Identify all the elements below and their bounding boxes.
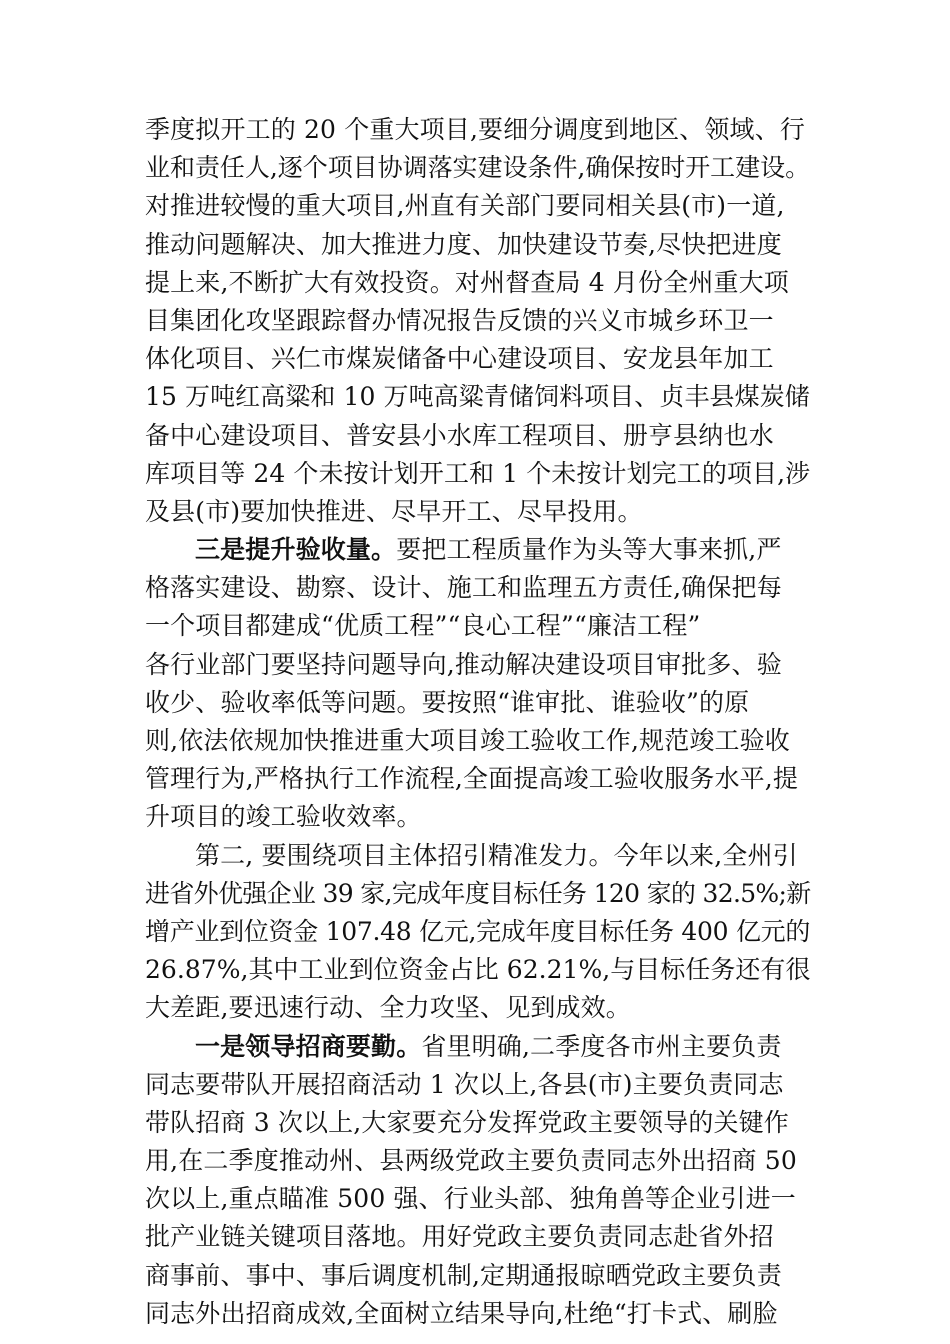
- text-line: [145, 875, 810, 913]
- text-line: [145, 264, 810, 302]
- line-text: 26.87%,其中工业到位资金占比 62.21%,与目标任务还有很: [145, 955, 811, 985]
- line-text: 进省外优强企业 39 家,完成年度目标任务 120 家的 32.5%;新: [145, 878, 811, 908]
- text-line: [145, 1104, 810, 1142]
- line-text: 提上来,不断扩大有效投资。对州督查局 4 月份全州重大项: [145, 267, 789, 297]
- line-text: 一个项目都建成“优质工程”“良心工程”“廉洁工程”: [145, 611, 701, 641]
- line-text: 及县(市)要加快推进、尽早开工、尽早投用。: [145, 496, 643, 526]
- line-text: 大差距,要迅速行动、全力攻坚、见到成效。: [145, 993, 631, 1023]
- text-line: [145, 226, 810, 264]
- text-line: [145, 1257, 810, 1295]
- text-line: [145, 837, 810, 875]
- line-text: 推动问题解决、加大推进力度、加快建设节奏,尽快把进度: [145, 229, 782, 259]
- line-text: 第二, 要围绕项目主体招引精准发力。今年以来,全州引: [195, 840, 798, 870]
- line-text: 管理行为,严格执行工作流程,全面提高竣工验收服务水平,提: [145, 764, 799, 794]
- text-line: [145, 149, 810, 187]
- text-line: [145, 1218, 810, 1256]
- text-line: [145, 646, 810, 684]
- text-line: [145, 722, 810, 760]
- line-text: 用,在二季度推动州、县两级党政主要负责同志外出招商 50: [145, 1146, 797, 1176]
- line-text: 省里明确,二季度各市州主要负责: [421, 1031, 782, 1061]
- line-text: 业和责任人,逐个项目协调落实建设条件,确保按时开工建设。: [145, 153, 811, 183]
- line-text: 季度拟开工的 20 个重大项目,要细分调度到地区、领域、行: [145, 115, 806, 144]
- line-text: 商事前、事中、事后调度机制,定期通报晾晒党政主要负责: [145, 1260, 782, 1290]
- bold-lead-phrase: 一是领导招商要勤。: [195, 1031, 422, 1061]
- text-line: [145, 302, 810, 340]
- text-line: [145, 760, 810, 798]
- line-text: 升项目的竣工验收效率。: [145, 802, 422, 832]
- line-text: 同志外出招商成效,全面树立结果导向,杜绝“打卡式、刷脸: [145, 1298, 778, 1328]
- text-line: [145, 1180, 810, 1218]
- text-line: [145, 798, 810, 836]
- line-text: 次以上,重点瞄准 500 强、行业头部、独角兽等企业引进一: [145, 1184, 796, 1214]
- text-line: [145, 417, 810, 455]
- body-text: [145, 111, 810, 1333]
- text-line: [145, 531, 810, 569]
- line-text: 15 万吨红高粱和 10 万吨高粱青储饲料项目、贞丰县煤炭储: [145, 382, 810, 412]
- text-line: [145, 493, 810, 531]
- text-line: [145, 569, 810, 607]
- line-text: 增产业到位资金 107.48 亿元,完成年度目标任务 400 亿元的: [145, 916, 811, 946]
- text-line: [145, 607, 810, 645]
- line-text: 则,依法依规加快推进重大项目竣工验收工作,规范竣工验收: [145, 726, 790, 755]
- line-text: 格落实建设、勘察、设计、施工和监理五方责任,确保把每: [145, 573, 782, 603]
- text-line: [145, 989, 810, 1027]
- line-text: 备中心建设项目、普安县小水库工程项目、册亨县纳也水: [145, 420, 774, 450]
- line-text: 各行业部门要坚持问题导向,推动解决建设项目审批多、验: [145, 649, 782, 679]
- text-line: [145, 1142, 810, 1180]
- line-text: 对推进较慢的重大项目,州直有关部门要同相关县(市)一道,: [145, 191, 785, 221]
- line-text: 同志要带队开展招商活动 1 次以上,各县(市)主要负责同志: [145, 1069, 784, 1099]
- line-text: 目集团化攻坚跟踪督办情况报告反馈的兴义市城乡环卫一: [145, 305, 774, 335]
- line-text: 库项目等 24 个未按计划开工和 1 个未按计划完工的项目,涉: [145, 458, 811, 488]
- text-line: [145, 455, 810, 493]
- line-text: 体化项目、兴仁市煤炭储备中心建设项目、安龙县年加工: [145, 344, 774, 374]
- text-line: [145, 684, 810, 722]
- text-line: [145, 913, 810, 951]
- bold-lead-phrase: 三是提升验收量。: [195, 535, 397, 565]
- text-line: [145, 340, 810, 378]
- text-line: [145, 111, 810, 149]
- text-line: [145, 951, 810, 989]
- text-line: [145, 1295, 810, 1333]
- line-text: 带队招商 3 次以上,大家要充分发挥党政主要领导的关键作: [145, 1107, 789, 1137]
- text-line: [145, 1066, 810, 1104]
- text-line: [145, 1028, 810, 1066]
- text-line: [145, 187, 810, 225]
- text-line: [145, 378, 810, 416]
- line-text: 批产业链关键项目落地。用好党政主要负责同志赴省外招: [145, 1222, 774, 1252]
- line-text: 收少、验收率低等问题。要按照“谁审批、谁验收”的原: [145, 687, 750, 717]
- line-text: 要把工程质量作为头等大事来抓,严: [396, 535, 782, 565]
